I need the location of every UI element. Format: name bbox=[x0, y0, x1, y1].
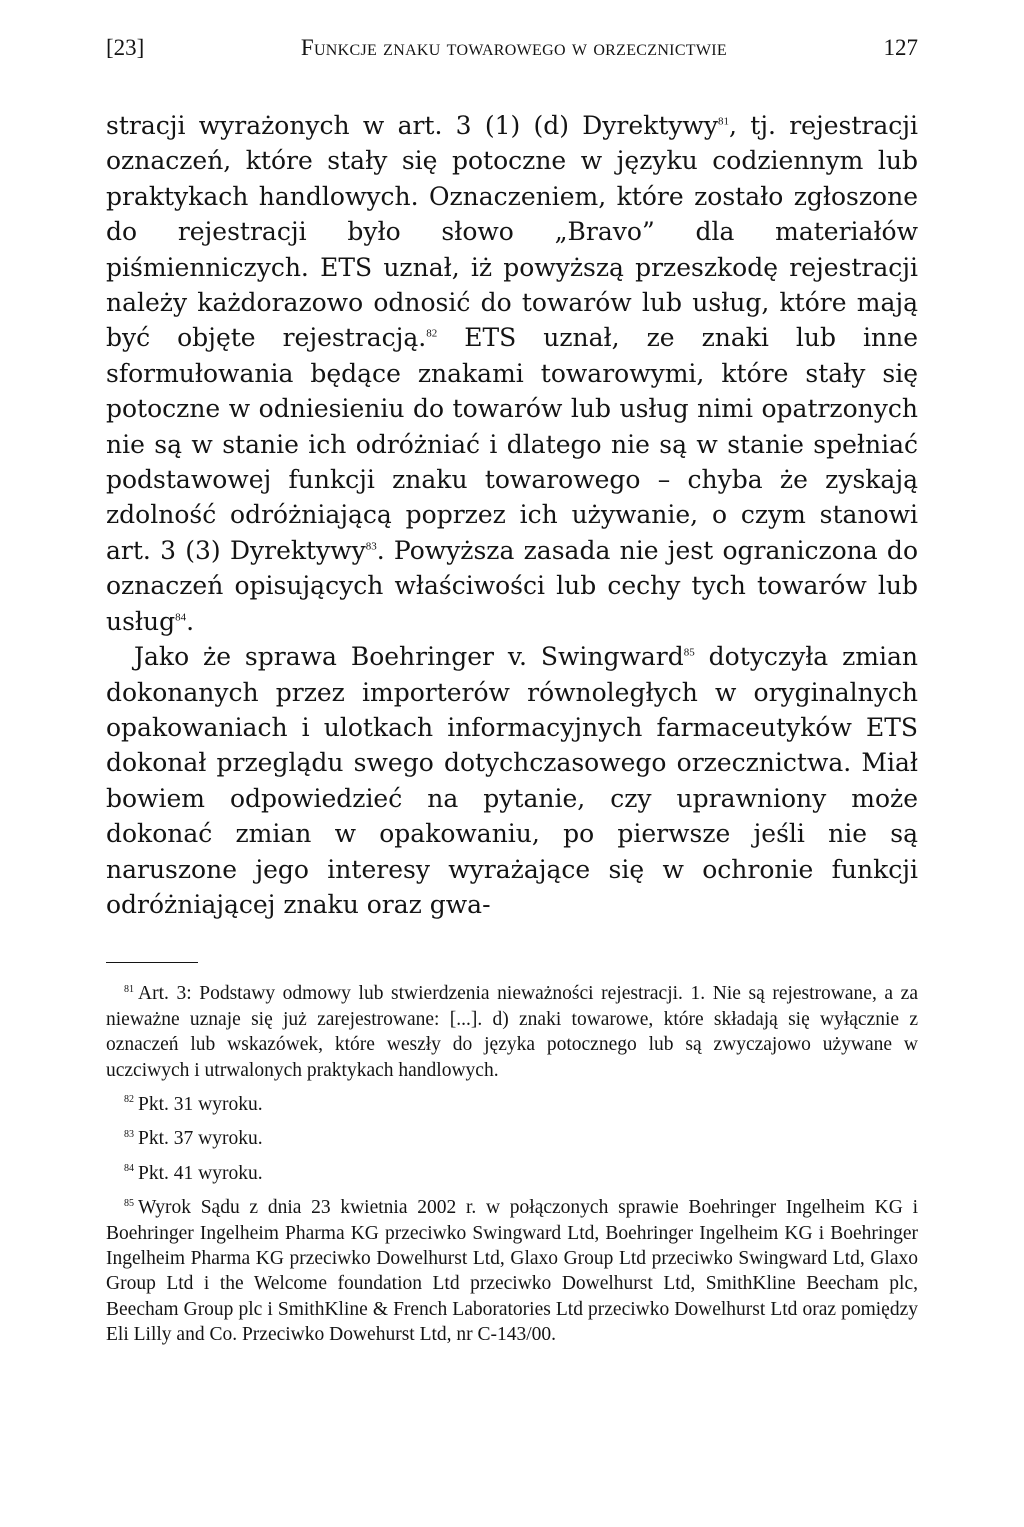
footnote-divider bbox=[106, 962, 198, 963]
footnote-text: Pkt. 41 wyroku. bbox=[138, 1162, 263, 1184]
footnote-83 bbox=[106, 1126, 918, 1151]
footnote-82 bbox=[106, 1092, 918, 1117]
text-run: . bbox=[186, 606, 195, 636]
footnote-84 bbox=[106, 1161, 918, 1186]
running-title: Funkcje znaku towarowego w orzecznictwie bbox=[300, 35, 727, 60]
footnote-mark: 82 bbox=[124, 1094, 134, 1106]
footnote-mark: 85 bbox=[124, 1197, 134, 1209]
footnote-mark: 81 bbox=[124, 983, 134, 995]
footnotes bbox=[106, 981, 918, 1347]
footnote-text: Pkt. 31 wyroku. bbox=[138, 1093, 263, 1115]
footnote-ref-82[interactable]: 82 bbox=[426, 328, 438, 341]
text-run: ETS uznał, ze znaki lub inne sformułowania będące znakami towarowymi, które stały się potoczne w odniesieniu do towarów lub usług nimi opatrzonych nie są w stanie ich odróżniać i dlatego nie są w stanie spełniać podstawowej funkcji znaku towarowego – chyba że zyskają zdolność odróżniającą poprzez ich używanie, o czym stanowi art. 3 (3) Dyrektywy bbox=[106, 323, 919, 565]
footnote-ref-81[interactable]: 81 bbox=[718, 115, 730, 128]
text-run: , tj. rejestracji oznaczeń, które stały się potoczne w języku codziennym lub praktykach handlowych. Oznaczeniem, które zostało zgłoszone do rejestracji było słowo „Bravo” dla materiałów piśmienniczych. ETS uznał, iż powyższą przeszkodę rejestracji należy każdorazowo odnosić do towarów lub usług, które mają być objęte rejestracją. bbox=[106, 111, 919, 353]
footnote-ref-85[interactable]: 85 bbox=[683, 646, 695, 659]
footnote-85 bbox=[106, 1195, 918, 1347]
footnote-ref-83[interactable]: 83 bbox=[365, 540, 377, 553]
footnote-ref-84[interactable]: 84 bbox=[175, 611, 187, 624]
footnote-text: Wyrok Sądu z dnia 23 kwietnia 2002 r. w połączonych sprawie Boehringer Ingelheim KG i Boehringer Ingelheim Pharma KG przeciwko Swingward Ltd, Boehringer Ingelheim KG i Boehringer Ingelheim Pharma KG przeciwko Dowelhurst Ltd, Glaxo Group Ltd przeciwko Swingward Ltd, Glaxo Group Ltd i the Welcome foundation Ltd przeciwko Dowelhurst Ltd, SmithKline Beecham plc, Beecham Group plc i SmithKline & French Laboratories Ltd przeciwko Dowelhurst Ltd oraz pomiędzy Eli Lilly and Co. Przeciwko Dowehurst Ltd, nr C-143/00. bbox=[106, 1197, 918, 1346]
paragraph bbox=[106, 108, 918, 639]
paragraph bbox=[106, 639, 918, 922]
page-number: 127 bbox=[883, 35, 918, 60]
main-text bbox=[106, 108, 918, 922]
text-run: . Powyższa zasada nie jest ograniczona do oznaczeń opisujących właściwości lub cechy tych towarów lub usług bbox=[106, 535, 918, 636]
footnote-mark: 83 bbox=[124, 1128, 134, 1140]
footnote-text: Art. 3: Podstawy odmowy lub stwierdzenia nieważności rejestracji. 1. Nie są rejestrowane, a za nieważne uznaje się już zarejestrowane: [...]. d) znaki towarowe, które składają się wyłącznie z oznaczeń lub wskazówek, które weszły do języka potocznego lub są zwyczajowo używane w uczciwych i utrwalonych praktykach handlowych. bbox=[106, 983, 918, 1081]
footnote-text: Pkt. 37 wyroku. bbox=[138, 1128, 263, 1150]
footnote-mark: 84 bbox=[124, 1163, 134, 1175]
section-number: [23] bbox=[106, 35, 145, 60]
text-run: Jako że sprawa Boehringer v. Swingward bbox=[134, 642, 684, 672]
text-run: dotyczyła zmian dokonanych przez importerów równoległych w oryginalnych opakowaniach i ulotkach informacyjnych farmaceutyków ETS dokonał przeglądu swego dotychczasowego orzecznictwa. Miał bowiem odpowiedzieć na pytanie, czy uprawniony może dokonać zmian w opakowaniu, po pierwsze jeśli nie są naruszone jego interesy wyrażające się w ochronie funkcji odróżniającej znaku oraz gwa- bbox=[106, 642, 919, 919]
running-header bbox=[106, 32, 918, 64]
footnote-81 bbox=[106, 981, 918, 1083]
text-run: stracji wyrażonych w art. 3 (1) (d) Dyrektywy bbox=[106, 111, 719, 140]
